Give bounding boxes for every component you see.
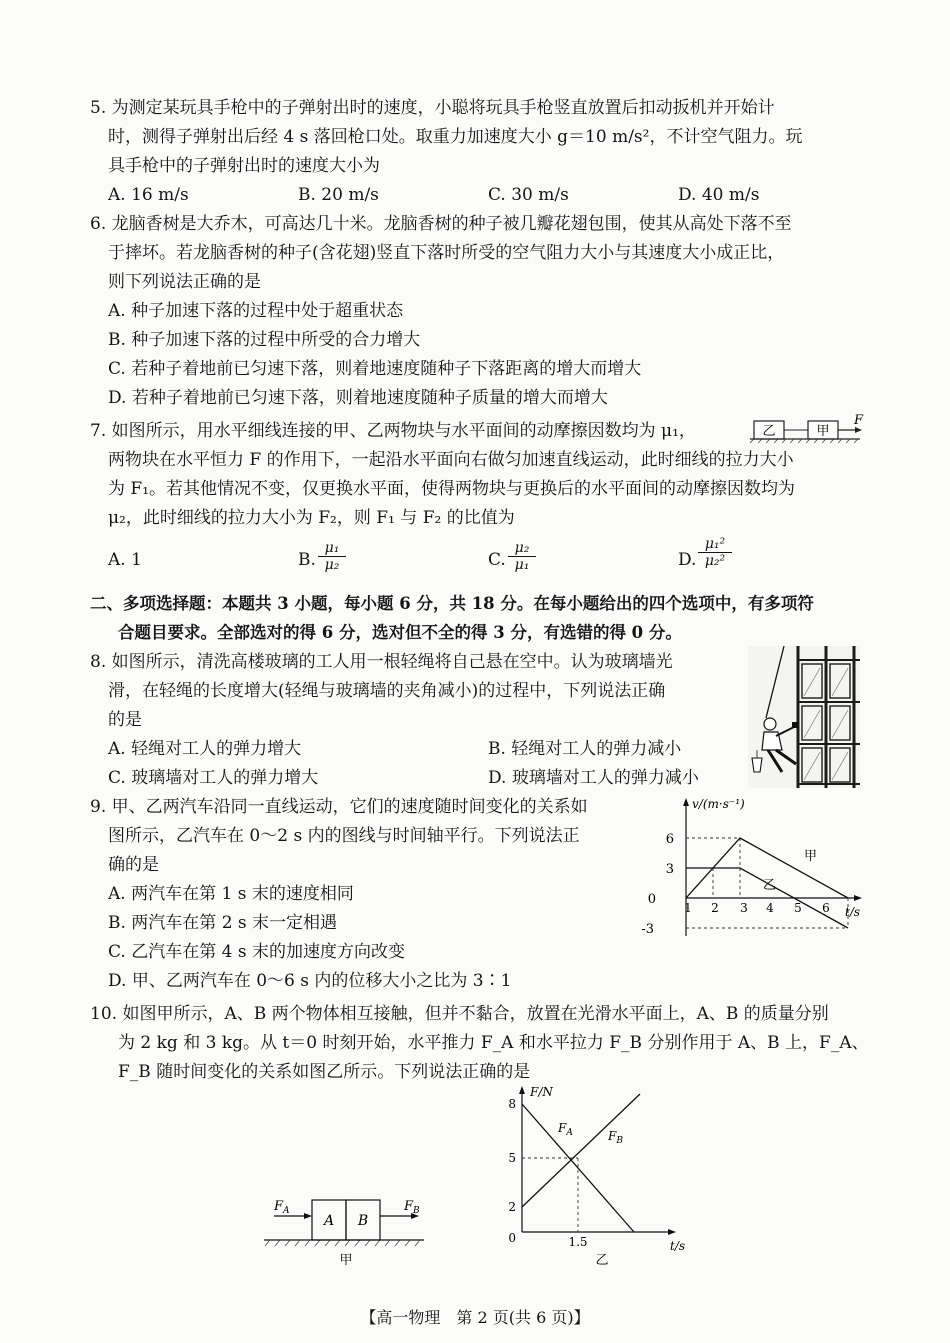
fig-yi-caption: 乙 (595, 1253, 609, 1268)
q5-line-3: 具手枪中的子弹射出时的速度大小为 (108, 156, 380, 176)
q7-option-b-num: μ₁ (324, 540, 340, 556)
q7-option-b-prefix: B. (298, 550, 316, 570)
q9-line-1: 9. 甲、乙两汽车沿同一直线运动，它们的速度随时间变化的关系如 (90, 797, 588, 817)
section2-heading-line-2: 合题目要求。全部选对的得 6 分，选对但不全的得 3 分，有选错的得 0 分。 (118, 623, 682, 642)
force-fa-label: $F_A$ (274, 1199, 290, 1216)
q7-option-c-den: μ₁ (508, 556, 536, 573)
q8-line-3: 的是 (108, 710, 142, 730)
q10-line-3: F_B 随时间变化的关系如图乙所示。下列说法正确的是 (118, 1062, 531, 1082)
q7-option-d-fraction (698, 536, 732, 569)
q5-option-d: D. 40 m/s (678, 185, 760, 205)
q9-line-2: 图所示，乙汽车在 0～2 s 内的图线与时间轴平行。下列说法正 (108, 826, 580, 846)
q7-option-b-fraction (318, 540, 346, 573)
block-b-label: B (357, 1213, 369, 1229)
q6-line-1: 6. 龙脑香树是大乔木，可高达几十米。龙脑香树的种子被几瓣花翅包围，使其从高处下落不至 (90, 214, 792, 234)
q9-option-d: D. 甲、乙两汽车在 0～6 s 内的位移大小之比为 3∶1 (108, 971, 512, 991)
q7-option-d-den: μ₂² (698, 552, 732, 569)
block-jia-label: 甲 (816, 424, 830, 439)
q7-option-a: A. 1 (108, 550, 142, 570)
block-yi-label: 乙 (762, 424, 776, 439)
q9-option-b: B. 两汽车在第 2 s 末一定相遇 (108, 913, 338, 933)
q9-option-a: A. 两汽车在第 1 s 末的速度相同 (108, 884, 354, 904)
block-a-label: A (323, 1213, 335, 1229)
q10-y-tick-0: 0 (508, 1231, 516, 1245)
q5-option-b: B. 20 m/s (298, 185, 379, 205)
q9-y-tick-0: 0 (647, 892, 656, 907)
q7-option-d-prefix: D. (678, 550, 697, 570)
q5-option-a: A. 16 m/s (108, 185, 189, 205)
q9-y-axis-label: v/(m·s⁻¹) (692, 797, 745, 811)
q10-y-axis-label: F/N (530, 1085, 553, 1099)
section2-heading-line-1: 二、多项选择题：本题共 3 小题，每小题 6 分，共 18 分。在每小题给出的四个选项中，有多项符 (90, 594, 814, 613)
q5-line-1: 5. 为测定某玩具手枪中的子弹射出时的速度，小聪将玩具手枪竖直放置后扣动扳机并开始计 (90, 98, 775, 118)
q9-x-axis-label: t/s (845, 905, 861, 919)
q10-y-tick-5: 5 (508, 1151, 516, 1165)
line-fb (522, 1094, 640, 1207)
q10-line-2: 为 2 kg 和 3 kg。从 t＝0 时刻开始，水平推力 F_A 和水平拉力 F_B 分别作用于 A、B 上，F_A、 (118, 1033, 869, 1053)
q7-line-1: 7. 如图所示，用水平细线连接的甲、乙两物块与水平面间的动摩擦因数均为 μ₁， (90, 421, 696, 441)
q7-option-c-num: μ₂ (514, 540, 530, 556)
q6-option-d: D. 若种子着地前已匀速下落，则着地速度随种子质量的增大而增大 (108, 388, 608, 408)
q9-series-yi-label: 乙 (763, 878, 777, 893)
q7-line-3: 为 F₁。若其他情况不变，仅更换水平面，使得两物块与更换后的水平面间的动摩擦因数均为 (108, 479, 796, 499)
q10-x-axis-label: t/s (670, 1239, 686, 1253)
q9-series-jia-label: 甲 (804, 849, 818, 864)
q6-option-c: C. 若种子着地前已匀速下落，则着地速度随种子下落距离的增大而增大 (108, 359, 642, 379)
q9-x-tick-5: 5 (794, 901, 802, 915)
q9-line-3: 确的是 (108, 855, 159, 875)
q7-blocks-figure (750, 412, 870, 444)
q9-x-tick-6: 6 (822, 901, 830, 915)
q9-vt-graph (632, 792, 868, 948)
q6-option-a: A. 种子加速下落的过程中处于超重状态 (108, 301, 404, 321)
q9-y-tick-3: 3 (665, 862, 674, 877)
q10-y-tick-2: 2 (508, 1200, 516, 1214)
q7-option-c-fraction (508, 540, 536, 573)
force-f-label: F (854, 413, 864, 428)
q7-option-c-prefix: C. (488, 550, 506, 570)
q9-x-tick-2: 2 (711, 901, 719, 915)
q9-option-c: C. 乙汽车在第 4 s 末的加速度方向改变 (108, 942, 405, 962)
q7-option-b-den: μ₂ (318, 556, 346, 573)
q9-y-tick-neg3: -3 (641, 922, 654, 937)
q8-option-c: C. 玻璃墙对工人的弹力增大 (108, 768, 319, 788)
q9-y-tick-6: 6 (665, 832, 674, 847)
q8-option-b: B. 轻绳对工人的弹力减小 (488, 739, 682, 759)
q6-line-3: 则下列说法正确的是 (108, 272, 261, 292)
q6-option-b: B. 种子加速下落的过程中所受的合力增大 (108, 330, 421, 350)
q6-line-2: 于摔坏。若龙脑香树的种子(含花翅)竖直下落时所受的空气阻力大小与其速度大小成正比， (108, 243, 785, 263)
line-fa-label: $F_A$ (558, 1121, 573, 1138)
q7-line-2: 两物块在水平恒力 F 的作用下，一起沿水平面向右做匀加速直线运动，此时细线的拉力大小 (108, 450, 794, 470)
q9-x-tick-4: 4 (766, 901, 774, 915)
q8-line-1: 8. 如图所示，清洗高楼玻璃的工人用一根轻绳将自己悬在空中。认为玻璃墙光 (90, 652, 673, 672)
q10-line-1: 10. 如图甲所示，A、B 两个物体相互接触，但并不黏合，放置在光滑水平面上，A、B 的质量分别 (90, 1004, 829, 1024)
force-fb-label: $F_B$ (404, 1199, 420, 1216)
page-footer: 【高一物理 第 2 页(共 6 页)】 (360, 1308, 590, 1327)
q5-option-c: C. 30 m/s (488, 185, 569, 205)
q10-figure-yi (500, 1080, 700, 1270)
q9-x-tick-3: 3 (740, 901, 748, 915)
q8-option-a: A. 轻绳对工人的弹力增大 (108, 739, 302, 759)
q8-option-d: D. 玻璃墙对工人的弹力减小 (488, 768, 699, 788)
q8-line-2: 滑，在轻绳的长度增大(轻绳与玻璃墙的夹角减小)的过程中，下列说法正确 (108, 681, 666, 701)
q10-figure-jia (262, 1192, 430, 1272)
q5-line-2: 时，测得子弹射出后经 4 s 落回枪口处。取重力加速度大小 g＝10 m/s²，不计空气阻力。玩 (108, 127, 803, 147)
q10-y-tick-8: 8 (508, 1097, 516, 1111)
q7-line-4: μ₂，此时细线的拉力大小为 F₂，则 F₁ 与 F₂ 的比值为 (108, 508, 515, 528)
window-cleaner-illustration (748, 646, 860, 788)
q7-option-d-num: μ₁² (704, 536, 726, 552)
fig-jia-caption: 甲 (339, 1253, 353, 1268)
q10-x-tick-1-5: 1.5 (568, 1235, 588, 1249)
q9-x-tick-1: 1 (684, 901, 692, 915)
line-fb-label: $F_B$ (608, 1129, 623, 1146)
